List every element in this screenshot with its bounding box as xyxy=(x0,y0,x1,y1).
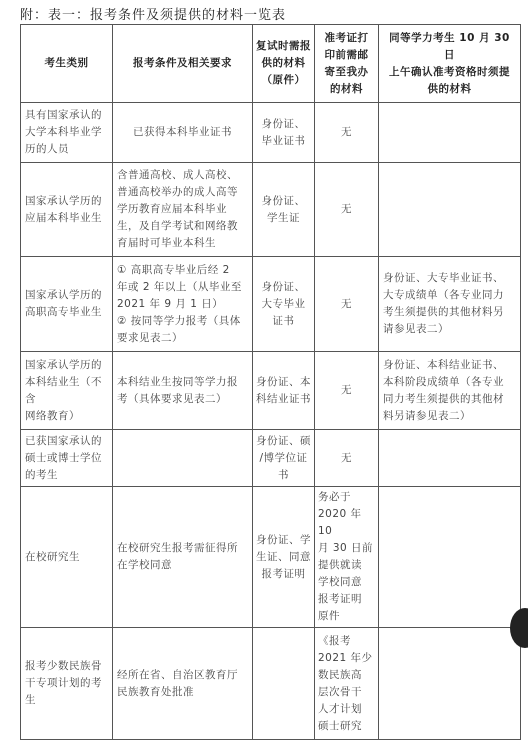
table-row xyxy=(21,430,521,487)
header-requirements: 报考条件及相关要求 xyxy=(113,25,253,103)
cell-category: 报考少数民族骨 干专项计划的考 生 xyxy=(21,628,113,740)
cell-equivalent-materials xyxy=(379,487,521,628)
table-row xyxy=(21,487,521,628)
cell-requirements: 在校研究生报考需征得所 在学校同意 xyxy=(113,487,253,628)
cell-mail-materials: 《报考 2021 年少 数民族高 层次骨干 人才计划 硕士研究 xyxy=(315,628,379,740)
table-row xyxy=(21,103,521,163)
cell-category: 国家承认学历的 高职高专毕业生 xyxy=(21,257,113,352)
cell-requirements: 已获得本科毕业证书 xyxy=(113,103,253,163)
cell-mail-materials: 无 xyxy=(315,257,379,352)
header-category: 考生类别 xyxy=(21,25,113,103)
cell-equivalent-materials: 身份证、本科结业证书、 本科阶段成绩单（各专业 同力考生须提供的其他材 料另请参见表二） xyxy=(379,352,521,430)
cell-equivalent-materials xyxy=(379,430,521,487)
cell-retest-materials: 身份证、本 科结业证书 xyxy=(253,352,315,430)
header-retest-materials: 复试时需报 供的材料 （原件） xyxy=(253,25,315,103)
table-row xyxy=(21,257,521,352)
header-equivalent-materials: 同等学力考生 10 月 30 日 上午确认准考资格时须提 供的材料 xyxy=(379,25,521,103)
cell-requirements: 含普通高校、成人高校、 普通高校举办的成人高等 学历教育应届本科毕业 生，及自学考试和网络教 育届时可毕业本科生 xyxy=(113,163,253,257)
cell-requirements: ① 高职高专毕业后经 2 年或 2 年以上（从毕业至 2021 年 9 月 1 日） ② 按同等学力报考（具体 要求见表二） xyxy=(113,257,253,352)
cell-requirements xyxy=(113,430,253,487)
cell-category: 在校研究生 xyxy=(21,487,113,628)
requirements-table xyxy=(20,24,521,740)
cell-equivalent-materials xyxy=(379,628,521,740)
cell-retest-materials xyxy=(253,628,315,740)
table-row xyxy=(21,628,521,740)
table-row xyxy=(21,352,521,430)
cell-mail-materials: 无 xyxy=(315,163,379,257)
cell-retest-materials: 身份证、 学生证 xyxy=(253,163,315,257)
table-caption: 附：表一：报考条件及须提供的材料一览表 xyxy=(20,8,287,23)
cell-equivalent-materials xyxy=(379,103,521,163)
cell-equivalent-materials xyxy=(379,163,521,257)
header-mail-materials: 准考证打 印前需邮 寄至我办 的材料 xyxy=(315,25,379,103)
cell-requirements: 经所在省、自治区教育厅 民族教育处批准 xyxy=(113,628,253,740)
cell-retest-materials: 身份证、 毕业证书 xyxy=(253,103,315,163)
cell-category: 国家承认学历的 本科结业生（不含 网络教育） xyxy=(21,352,113,430)
cell-retest-materials: 身份证、硕 /博学位证 书 xyxy=(253,430,315,487)
cell-retest-materials: 身份证、学 生证、同意 报考证明 xyxy=(253,487,315,628)
cell-mail-materials: 务必于 2020 年 10 月 30 日前 提供就读 学校同意 报考证明 原件 xyxy=(315,487,379,628)
cell-mail-materials: 无 xyxy=(315,430,379,487)
header-row xyxy=(21,25,521,103)
cell-mail-materials: 无 xyxy=(315,352,379,430)
cell-retest-materials: 身份证、 大专毕业 证书 xyxy=(253,257,315,352)
table-row xyxy=(21,163,521,257)
cell-category: 具有国家承认的 大学本科毕业学 历的人员 xyxy=(21,103,113,163)
cell-requirements: 本科结业生按同等学力报 考（具体要求见表二） xyxy=(113,352,253,430)
cell-category: 已获国家承认的 硕士或博士学位 的考生 xyxy=(21,430,113,487)
cell-mail-materials: 无 xyxy=(315,103,379,163)
cell-category: 国家承认学历的 应届本科毕业生 xyxy=(21,163,113,257)
cell-equivalent-materials: 身份证、大专毕业证书、 大专成绩单（各专业同力 考生须提供的其他材料另 请参见表二） xyxy=(379,257,521,352)
